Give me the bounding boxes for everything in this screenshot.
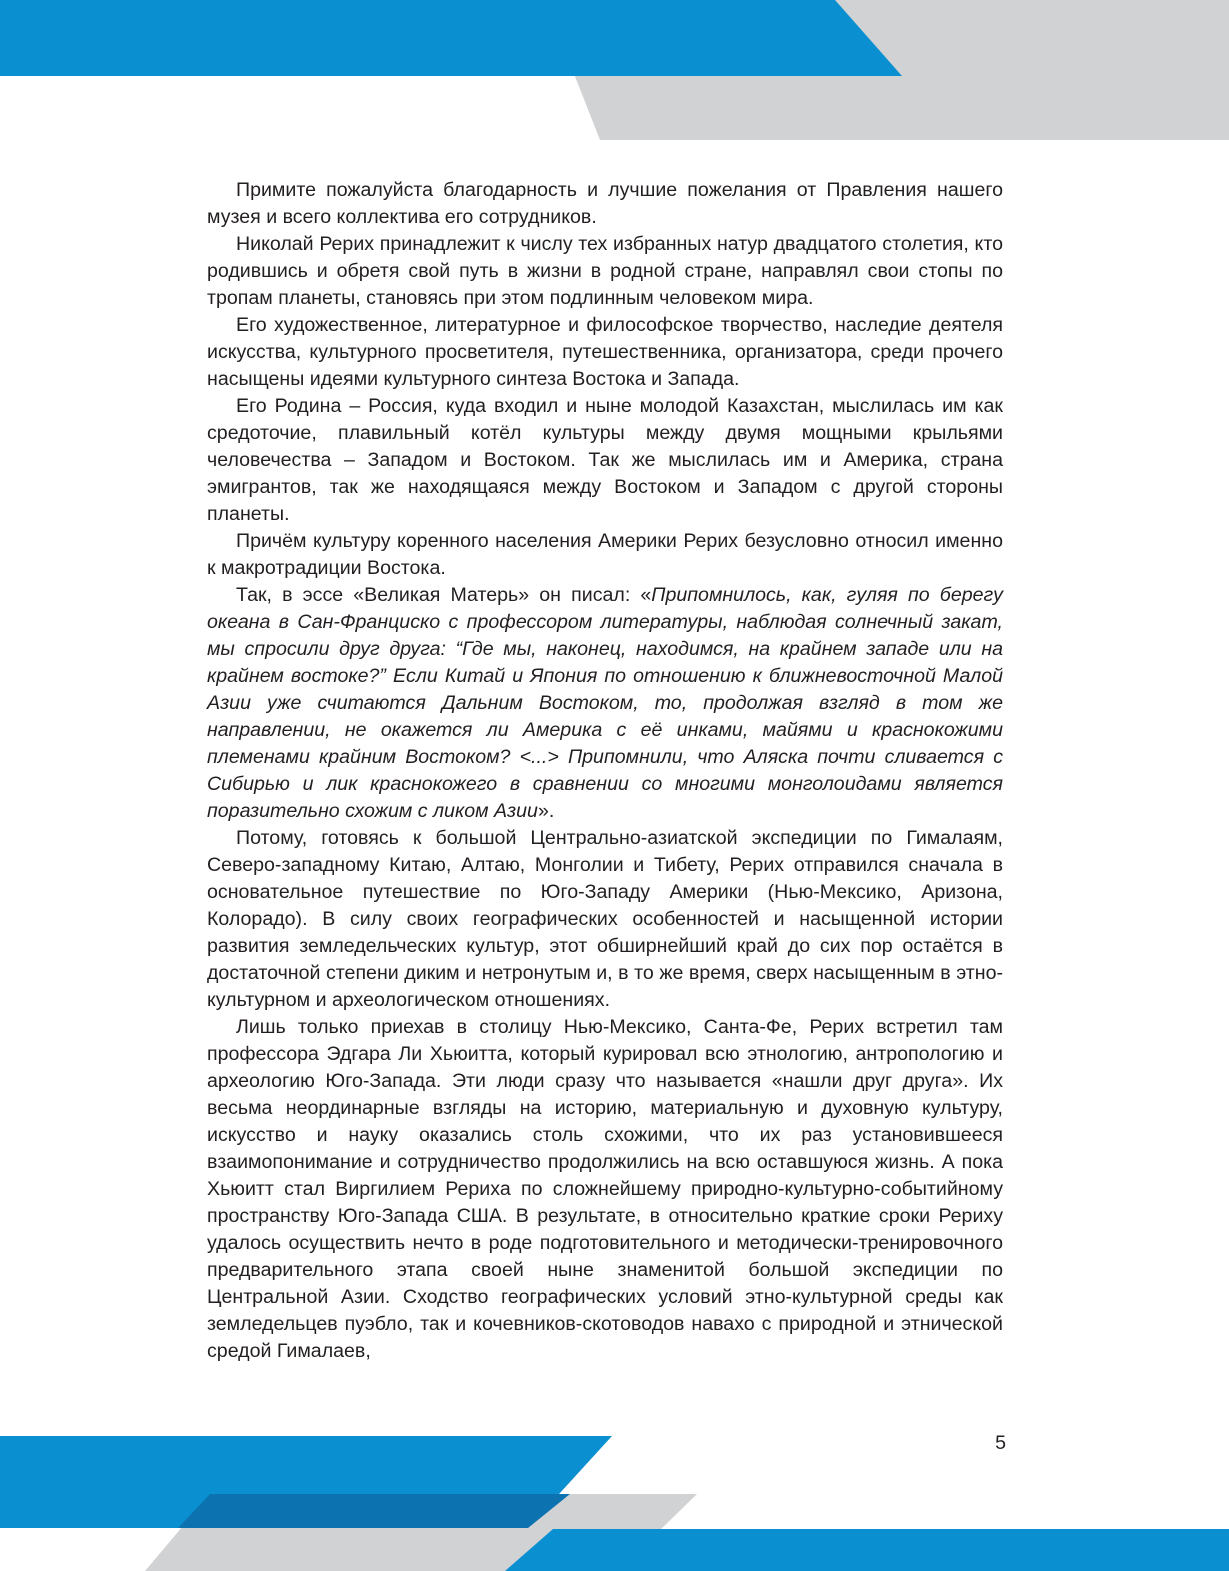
paragraph-text: Причём культуру коренного населения Америки Рерих безусловно относил именно к макротрадиции Востока. xyxy=(207,530,1003,579)
paragraph xyxy=(207,582,1003,825)
bottom-blue-overlap xyxy=(178,1494,570,1528)
paragraph-text: Потому, готовясь к большой Центрально-азиатской экспедиции по Гималаям, Северо-западному Китаю, Алтаю, Монголии и Тибету, Рерих отправился сначала в основательное путешествие по Юго-Западу Америки (Нью-Мексико, Аризона, Колорадо). В силу своих географических особенностей и насыщенной истории развития земледельческих культур, этот обширнейший край до сих пор остаётся в достаточной степени диким и нетронутым и, в то же время, сверх насыщенным в этно-культурном и археологическом отношениях. xyxy=(207,827,1003,1011)
paragraph xyxy=(207,1014,1003,1365)
paragraph xyxy=(207,312,1003,393)
bottom-right-blue-band xyxy=(505,1529,1229,1571)
paragraph-text: Так, в эссе «Великая Матерь» он писал: « xyxy=(236,584,652,606)
paragraph-text: Николай Рерих принадлежит к числу тех избранных натур двадцатого столетия, кто родившись и обретя свой путь в жизни в родной стране, направлял свои стопы по тропам планеты, становясь при этом подлинным человеком мира. xyxy=(207,233,1003,309)
paragraph-text: Лишь только приехав в столицу Нью-Мексико, Санта-Фе, Рерих встретил там профессора Эдгара Ли Хьюитта, который курировал всю этнологию, антропологию и археологию Юго-Запада. Эти люди сразу что называется «нашли друг друга». Их весьма неординарные взгляды на историю, материальную и духовную культуру, искусство и науку оказались столь схожими, что их раз установившееся взаимопонимание и сотрудничество продолжились на всю оставшуюся жизнь. А пока Хьюитт стал Виргилием Рериха по сложнейшему природно-культурно-событийному пространству Юго-Запада США. В результате, в относительно краткие сроки Рериху удалось осуществить нечто в роде подготовительного и методически-тренировочного предварительного этапа своей ныне знаменитой большой экспедиции по Центральной Азии. Сходство географических условий этно-культурной среды как земледельцев пуэбло, так и кочевников-скотоводов навахо с природной и этнической средой Гималаев, xyxy=(207,1016,1003,1362)
paragraph xyxy=(207,528,1003,582)
paragraph xyxy=(207,825,1003,1014)
paragraph-text: Его художественное, литературное и философское творчество, наследие деятеля искусства, культурного просветителя, путешественника, организатора, среди прочего насыщены идеями культурного синтеза Востока и Запада. xyxy=(207,314,1003,390)
quote-text: Припомнилось, как, гуляя по берегу океана в Сан-Франциско с профессором литературы, наблюдая солнечный закат, мы спросили друг друга: “Где мы, наконец, находимся, на крайнем западе или на крайнем востоке?” Если Китай и Япония по отношению к ближневосточной Малой Азии уже считаются Дальним Востоком, то, продолжая взгляд в том же направлении, не окажется ли Америка с её инками, майями и краснокожими племенами крайним Востоком? <...> Припомнили, что Аляска почти сливается с Сибирью и лик краснокожего в сравнении со многими монголоидами является поразительно схожим с ликом Азии xyxy=(207,584,1003,822)
paragraph xyxy=(207,393,1003,528)
paragraph-text: Его Родина – Россия, куда входил и ныне молодой Казахстан, мыслилась им как средоточие, плавильный котёл культуры между двумя мощными крыльями человечества – Западом и Востоком. Так же мыслилась им и Америка, страна эмигрантов, так же находящаяся между Востоком и Западом с другой стороны планеты. xyxy=(207,395,1003,525)
paragraph xyxy=(207,177,1003,231)
page-number: 5 xyxy=(995,1432,1006,1454)
document-body xyxy=(207,177,1003,1365)
paragraph-text: ». xyxy=(537,800,555,822)
paragraph-text: Примите пожалуйста благодарность и лучшие пожелания от Правления нашего музея и всего коллектива его сотрудников. xyxy=(207,179,1003,228)
paragraph xyxy=(207,231,1003,312)
